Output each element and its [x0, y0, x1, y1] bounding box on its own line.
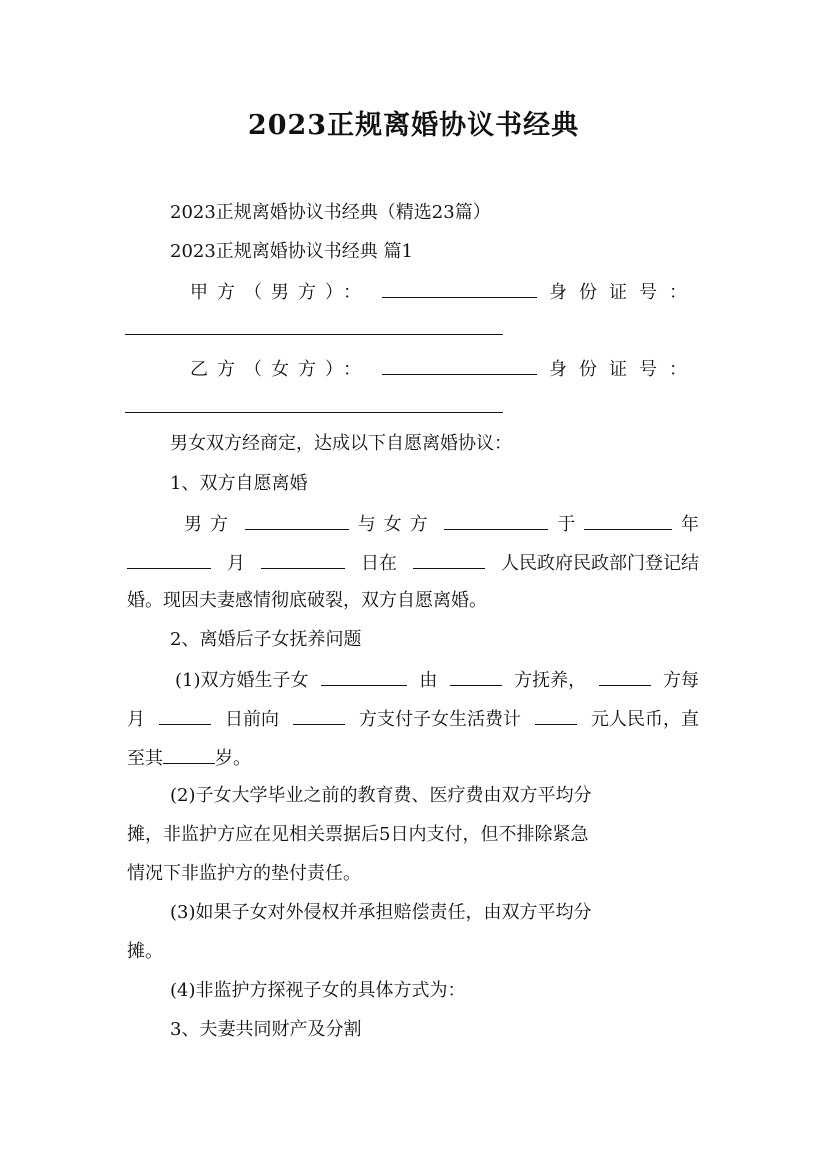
- section-3-heading: 3、夫妻共同财产及分割: [170, 1019, 362, 1040]
- party-b-label: 乙方（女方）：: [190, 359, 370, 380]
- s2-item1-line-3: [127, 745, 251, 771]
- blank-female-name: [444, 511, 548, 530]
- text-age: 岁。: [215, 748, 251, 769]
- text-before-day: 日前向: [225, 709, 279, 730]
- text-on: 于: [557, 514, 576, 535]
- text-year: 年: [680, 514, 699, 535]
- s2-item1-line-2: [127, 706, 699, 732]
- party-a-id-blank: [125, 334, 503, 335]
- text-each: 方每: [662, 670, 699, 691]
- blank-children: [321, 667, 407, 686]
- blank-month-value: [127, 550, 211, 569]
- party-a-row: [190, 279, 699, 305]
- s2-item2-line-1: (2)子女大学毕业之前的教育费、医疗费由双方平均分: [170, 785, 592, 806]
- s1-line-2: [127, 550, 699, 576]
- text-until: 至其: [127, 748, 163, 769]
- party-b-name-blank: [382, 356, 537, 375]
- s1-line-1: [184, 511, 699, 537]
- s2-item2-line-3: 情况下非监护方的垫付责任。: [127, 863, 361, 884]
- text-month: 月: [227, 553, 245, 574]
- s2-item3-line-1: (3)如果子女对外侵权并承担赔偿责任，由双方平均分: [170, 902, 592, 923]
- blank-age: [163, 745, 215, 764]
- s1-line-3: 婚。现因夫妻感情彻底破裂，双方自愿离婚。: [127, 590, 487, 611]
- blank-day-value: [261, 550, 345, 569]
- text-support: 方支付子女生活费计: [359, 709, 521, 730]
- text-male: 男方: [184, 514, 236, 535]
- blank-pay-day: [159, 706, 211, 725]
- intro-text: 男女双方经商定，达成以下自愿离婚协议：: [170, 433, 512, 454]
- text-rmb: 元人民币，直: [591, 709, 699, 730]
- blank-year: [584, 511, 672, 530]
- party-a-id-label: 身份证号：: [549, 282, 699, 303]
- text-by: 由: [419, 670, 438, 691]
- subtitle-line: 2023正规离婚协议书经典（精选23篇）: [170, 202, 491, 223]
- party-b-id-label: 身份证号：: [549, 359, 699, 380]
- blank-payer: [599, 667, 651, 686]
- blank-place: [413, 550, 485, 569]
- s2-item2-line-2: 摊，非监护方应在见相关票据后5日内支付，但不排除紧急: [127, 824, 589, 845]
- party-b-row: [190, 356, 699, 382]
- section-1-heading: 1、双方自愿离婚: [170, 473, 308, 494]
- text-registry: 人民政府民政部门登记结: [501, 553, 699, 574]
- party-a-name-blank: [382, 279, 537, 298]
- text-children: (1)双方婚生子女: [175, 670, 309, 691]
- blank-amount: [535, 706, 577, 725]
- s2-item4-line: (4)非监护方探视子女的具体方式为：: [170, 980, 466, 1001]
- blank-male-name: [245, 511, 349, 530]
- blank-custodian: [450, 667, 502, 686]
- text-day-at: 日在: [361, 553, 397, 574]
- s2-item1-line-1: [175, 667, 699, 693]
- text-raise: 方抚养，: [514, 670, 587, 691]
- document-title: 2023正规离婚协议书经典: [247, 110, 580, 141]
- s2-item3-line-2: 摊。: [127, 941, 163, 962]
- text-female: 与女方: [357, 514, 436, 535]
- party-a-label: 甲方（男方）：: [190, 282, 370, 303]
- section-2-heading: 2、离婚后子女抚养问题: [170, 629, 362, 650]
- party-b-id-blank: [125, 412, 503, 413]
- blank-payee: [293, 706, 345, 725]
- section-heading: 2023正规离婚协议书经典 篇1: [170, 241, 413, 262]
- text-month2: 月: [127, 709, 145, 730]
